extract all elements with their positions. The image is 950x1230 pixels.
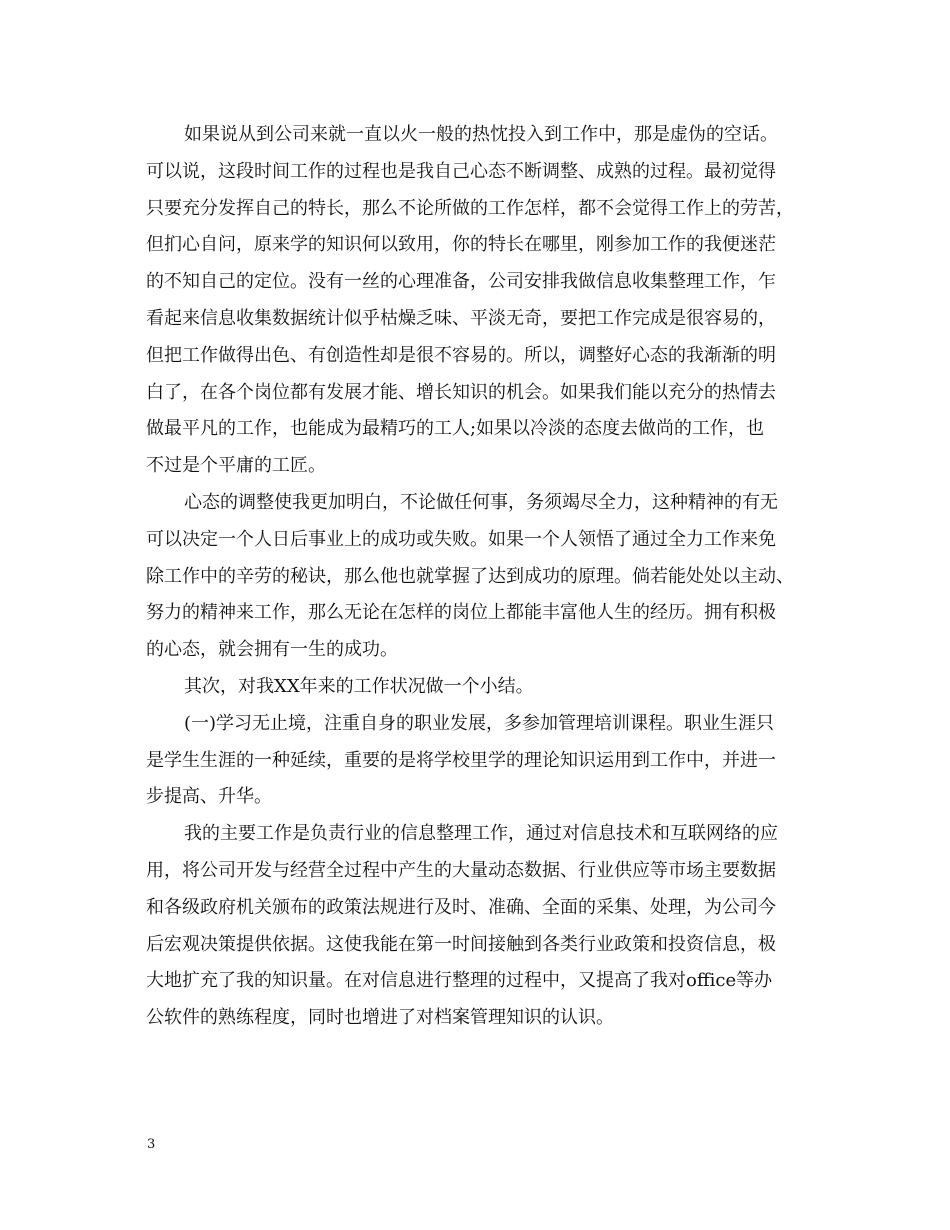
text-line: 和各级政府机关颁布的政策法规进行及时、准确、全面的采集、处理，为公司今 [146, 896, 776, 918]
text-line: 公软件的熟练程度，同时也增进了对档案管理知识的认识。 [146, 1007, 614, 1029]
text-line: 可以说，这段时间工作的过程也是我自己心态不断调整、成熟的过程。最初觉得 [146, 160, 776, 182]
text-line: 我的主要工作是负责行业的信息整理工作，通过对信息技术和互联网络的应 [184, 823, 778, 845]
text-line: 心态的调整使我更加明白，不论做任何事，务须竭尽全力，这种精神的有无 [184, 491, 778, 513]
text-line: 看起来信息收集数据统计似乎枯燥乏味、平淡无奇，要把工作完成是很容易的， [146, 307, 776, 329]
text-line: 白了，在各个岗位都有发展才能、增长知识的机会。如果我们能以充分的热情去 [146, 381, 776, 403]
text-line: 不过是个平庸的工匠。 [146, 455, 326, 477]
text-line: 但扪心自问，原来学的知识何以致用，你的特长在哪里，刚参加工作的我便迷茫 [146, 234, 776, 256]
text-line: 用，将公司开发与经营全过程中产生的大量动态数据、行业供应等市场主要数据 [146, 859, 776, 881]
text-line: 做最平凡的工作，也能成为最精巧的工人;如果以冷淡的态度去做尚的工作，也 [146, 418, 765, 440]
text-line: 的不知自己的定位。没有一丝的心理准备，公司安排我做信息收集整理工作，乍 [146, 271, 776, 293]
text-line: 可以决定一个人日后事业上的成功或失败。如果一个人领悟了通过全力工作来免 [146, 528, 776, 550]
text-line: 步提高、升华。 [146, 786, 272, 808]
body-text [146, 117, 816, 1037]
text-line: 但把工作做得出色、有创造性却是很不容易的。所以，调整好心态的我渐渐的明 [146, 344, 776, 366]
text-line: 是学生生涯的一种延续，重要的是将学校里学的理论知识运用到工作中，并进一 [146, 749, 776, 771]
text-line: 后宏观决策提供依据。这使我能在第一时间接触到各类行业政策和投资信息，极 [146, 933, 776, 955]
text-line: 的心态，就会拥有一生的成功。 [146, 639, 398, 661]
text-line: 除工作中的辛劳的秘诀，那么他也就掌握了达到成功的原理。倘若能处处以主动、 [146, 565, 794, 587]
text-line: 努力的精神来工作，那么无论在怎样的岗位上都能丰富他人生的经历。拥有积极 [146, 602, 776, 624]
text-line: (一)学习无止境，注重自身的职业发展，多参加管理培训课程。职业生涯只 [184, 712, 775, 734]
text-line: 其次，对我XX年来的工作状况做一个小结。 [184, 675, 534, 697]
page-number: 3 [147, 1137, 156, 1152]
text-line: 只要充分发挥自己的特长，那么不论所做的工作怎样，都不会觉得工作上的劳苦， [146, 197, 794, 219]
text-line: 如果说从到公司来就一直以火一般的热忱投入到工作中，那是虚伪的空话。 [184, 124, 778, 145]
text-line: 大地扩充了我的知识量。在对信息进行整理的过程中，又提高了我对office等办 [146, 970, 773, 992]
